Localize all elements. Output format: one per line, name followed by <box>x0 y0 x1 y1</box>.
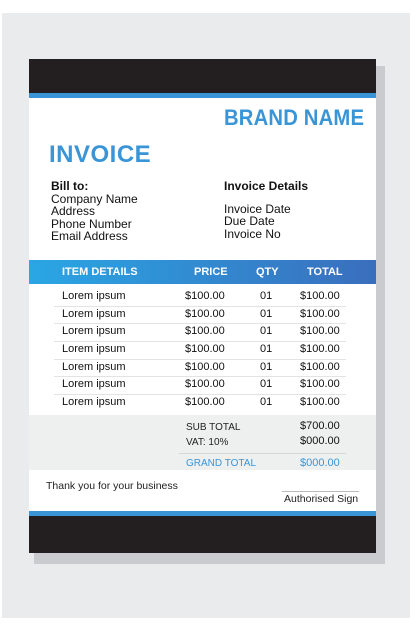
total-cell: $100.00 <box>300 396 340 409</box>
due-date-label: Due Date <box>224 214 275 228</box>
item-cell: Lorem ipsum <box>62 325 126 338</box>
thank-you-note: Thank you for your business <box>46 480 178 492</box>
qty-cell: 01 <box>260 343 273 356</box>
bill-to-address: Address <box>51 204 96 218</box>
table-header <box>29 260 376 284</box>
price-cell: $100.00 <box>185 307 225 320</box>
table-row <box>29 395 376 413</box>
qty-cell: 01 <box>260 307 273 320</box>
price-cell: $100.00 <box>185 325 225 338</box>
item-cell: Lorem ipsum <box>62 378 126 391</box>
total-cell: $100.00 <box>300 290 340 302</box>
top-accent-stripe <box>29 93 376 98</box>
bill-to-company: Company Name <box>51 191 138 206</box>
total-cell: $100.00 <box>300 378 340 391</box>
header-total: TOTAL <box>307 266 343 278</box>
total-cell: $100.00 <box>300 325 340 338</box>
price-cell: $100.00 <box>185 360 225 373</box>
bill-to-phone: Phone Number <box>51 216 132 231</box>
price-cell: $100.00 <box>185 343 225 356</box>
price-cell: $100.00 <box>185 290 225 302</box>
sub-total-value: $700.00 <box>300 420 340 432</box>
signature-line <box>282 491 359 492</box>
header-qty: QTY <box>256 266 279 278</box>
summary-panel <box>29 415 376 470</box>
invoice-title: INVOICE <box>49 141 152 168</box>
invoice-details-heading: Invoice Details <box>224 179 309 193</box>
item-cell: Lorem ipsum <box>62 360 126 373</box>
table-row <box>29 377 376 395</box>
invoice-no-label: Invoice No <box>224 226 281 241</box>
item-cell: Lorem ipsum <box>62 343 126 356</box>
vat-label: VAT: 10% <box>186 437 229 448</box>
item-cell: Lorem ipsum <box>62 307 126 320</box>
authorised-sign-label: Authorised Sign <box>284 493 359 505</box>
table-row <box>29 324 376 342</box>
header-price: PRICE <box>194 266 228 278</box>
bill-to-block <box>51 180 138 243</box>
summary-divider <box>179 453 346 454</box>
qty-cell: 01 <box>260 378 273 391</box>
vat-value: $000.00 <box>300 435 340 447</box>
bill-to-email: Email Address <box>51 229 128 243</box>
invoice-sheet <box>29 59 376 553</box>
total-cell: $100.00 <box>300 307 340 320</box>
item-cell: Lorem ipsum <box>62 396 126 409</box>
qty-cell: 01 <box>260 290 273 302</box>
grand-total-value: $000.00 <box>300 457 340 469</box>
price-cell: $100.00 <box>185 378 225 391</box>
grand-total-label: GRAND TOTAL <box>186 458 257 469</box>
qty-cell: 01 <box>260 396 273 409</box>
table-row <box>29 289 376 307</box>
invoice-details-block <box>224 180 308 240</box>
invoice-date-label: Invoice Date <box>224 201 291 216</box>
table-row <box>29 360 376 378</box>
total-cell: $100.00 <box>300 343 340 356</box>
table-row <box>29 307 376 325</box>
price-cell: $100.00 <box>185 396 225 409</box>
table-body <box>29 289 376 413</box>
top-dark-band <box>29 59 376 93</box>
qty-cell: 01 <box>260 360 273 373</box>
brand-name: BRAND NAME <box>224 105 365 130</box>
header-item-details: ITEM DETAILS <box>62 266 138 278</box>
bill-to-heading: Bill to: <box>51 179 89 193</box>
table-row <box>29 342 376 360</box>
bottom-dark-band <box>29 516 376 553</box>
total-cell: $100.00 <box>300 360 340 373</box>
qty-cell: 01 <box>260 325 273 338</box>
item-cell: Lorem ipsum <box>62 290 126 302</box>
sub-total-label: SUB TOTAL <box>186 422 241 433</box>
